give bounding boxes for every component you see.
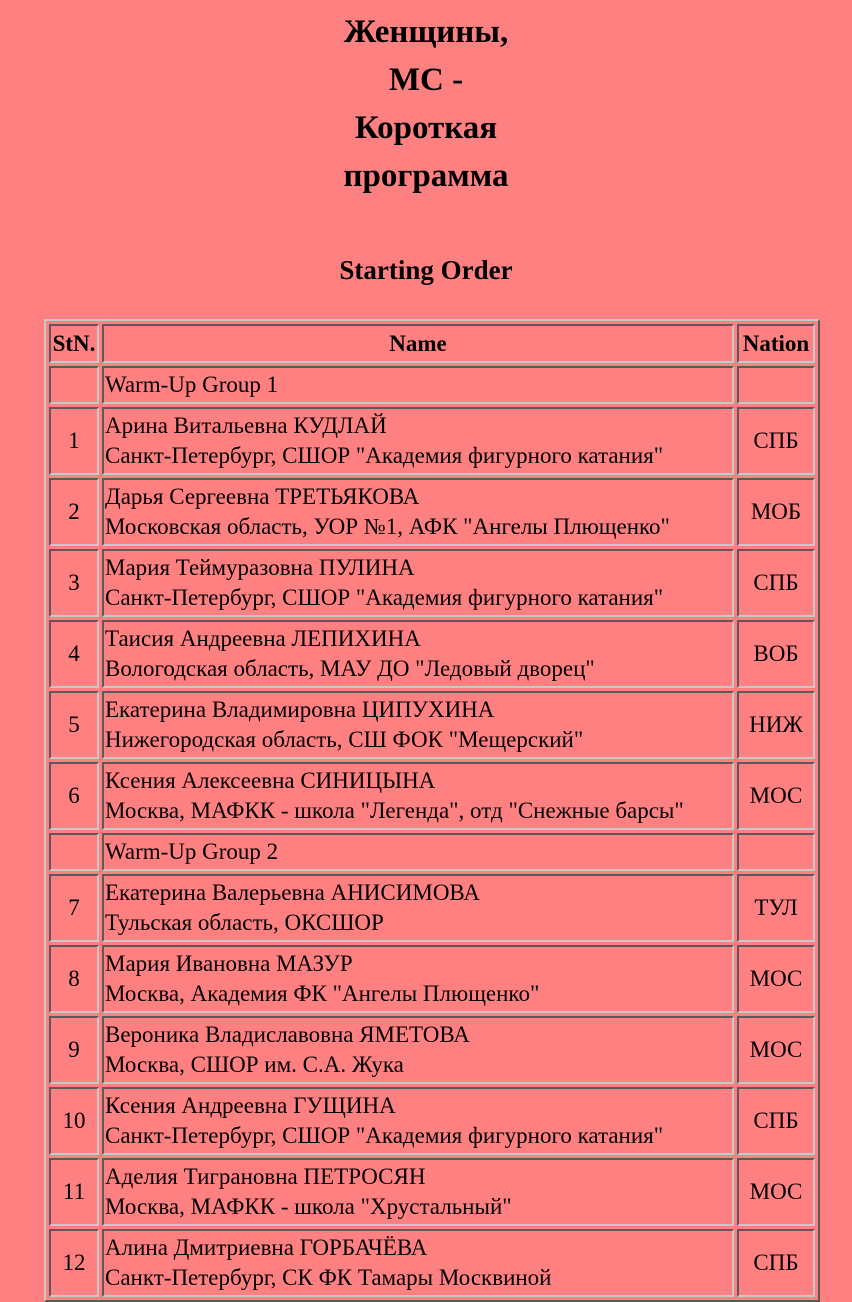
warmup-group-label: Warm-Up Group 1	[102, 366, 734, 404]
nation-code: СПБ	[737, 1229, 815, 1297]
athlete-club: Москва, МАФКК - школа "Легенда", отд "Снежные барсы"	[105, 798, 684, 823]
nation-code: МОС	[737, 1016, 815, 1084]
table-row	[49, 549, 815, 617]
athlete-name: Ксения Андреевна ГУЩИНА	[105, 1093, 396, 1118]
title-line: МС -	[388, 62, 464, 98]
column-header-name: Name	[102, 324, 734, 363]
start-number: 3	[49, 549, 99, 617]
athlete-club: Санкт-Петербург, СК ФК Тамары Москвиной	[105, 1265, 552, 1290]
athlete-name: Ксения Алексеевна СИНИЦЫНА	[105, 768, 436, 793]
nation-code: СПБ	[737, 407, 815, 475]
athlete-cell	[102, 1087, 734, 1155]
athlete-cell	[102, 691, 734, 759]
table-row	[49, 762, 815, 830]
table-row	[49, 1087, 815, 1155]
athlete-name: Мария Теймуразовна ПУЛИНА	[105, 555, 415, 580]
empty-cell	[49, 366, 99, 404]
start-number: 12	[49, 1229, 99, 1297]
athlete-cell	[102, 407, 734, 475]
table-row	[49, 691, 815, 759]
page-title	[0, 8, 852, 200]
start-number: 1	[49, 407, 99, 475]
start-number: 6	[49, 762, 99, 830]
athlete-cell	[102, 549, 734, 617]
empty-cell	[49, 833, 99, 871]
title-line: программа	[343, 158, 509, 194]
table-row	[49, 1229, 815, 1297]
start-number: 4	[49, 620, 99, 688]
athlete-club: Вологодская область, МАУ ДО "Ледовый дворец"	[105, 656, 595, 681]
table-body	[49, 366, 815, 1297]
athlete-name: Таисия Андреевна ЛЕПИХИНА	[105, 626, 421, 651]
warmup-group-label: Warm-Up Group 2	[102, 833, 734, 871]
table-row	[49, 874, 815, 942]
athlete-name: Аделия Тиграновна ПЕТРОСЯН	[105, 1164, 426, 1189]
athlete-club: Нижегородская область, СШ ФОК "Мещерский"	[105, 727, 584, 752]
start-number: 10	[49, 1087, 99, 1155]
athlete-name: Дарья Сергеевна ТРЕТЬЯКОВА	[105, 484, 420, 509]
start-number: 8	[49, 945, 99, 1013]
athlete-name: Екатерина Валерьевна АНИСИМОВА	[105, 880, 480, 905]
athlete-name: Мария Ивановна МАЗУР	[105, 951, 353, 976]
start-number: 2	[49, 478, 99, 546]
nation-code: МОС	[737, 762, 815, 830]
starting-order-table	[44, 319, 820, 1302]
title-line: Короткая	[354, 110, 498, 146]
athlete-cell	[102, 762, 734, 830]
table-row	[49, 620, 815, 688]
nation-code: МОБ	[737, 478, 815, 546]
header-row	[49, 324, 815, 363]
athlete-club: Санкт-Петербург, СШОР "Академия фигурного катания"	[105, 1123, 664, 1148]
column-header-stn: StN.	[49, 324, 99, 363]
athlete-cell	[102, 945, 734, 1013]
table-row	[49, 945, 815, 1013]
nation-code: СПБ	[737, 1087, 815, 1155]
athlete-cell	[102, 1016, 734, 1084]
athlete-club: Москва, МАФКК - школа "Хрустальный"	[105, 1194, 512, 1219]
athlete-cell	[102, 620, 734, 688]
athlete-name: Алина Дмитриевна ГОРБАЧЁВА	[105, 1235, 428, 1260]
start-number: 5	[49, 691, 99, 759]
athlete-cell	[102, 478, 734, 546]
table-row	[49, 1158, 815, 1226]
nation-code: СПБ	[737, 549, 815, 617]
nation-code: ВОБ	[737, 620, 815, 688]
athlete-club: Санкт-Петербург, СШОР "Академия фигурного катания"	[105, 443, 664, 468]
empty-cell	[737, 833, 815, 871]
column-header-nation: Nation	[737, 324, 815, 363]
empty-cell	[737, 366, 815, 404]
nation-code: МОС	[737, 945, 815, 1013]
warmup-group-row	[49, 833, 815, 871]
table-row	[49, 478, 815, 546]
athlete-club: Тульская область, ОКСШОР	[105, 910, 384, 935]
start-number: 9	[49, 1016, 99, 1084]
athlete-cell	[102, 1158, 734, 1226]
athlete-club: Московская область, УОР №1, АФК "Ангелы Плющенко"	[105, 514, 670, 539]
start-number: 7	[49, 874, 99, 942]
starting-order-heading: Starting Order	[339, 255, 513, 285]
athlete-cell	[102, 1229, 734, 1297]
nation-code: МОС	[737, 1158, 815, 1226]
nation-code: НИЖ	[737, 691, 815, 759]
athlete-cell	[102, 874, 734, 942]
table-row	[49, 1016, 815, 1084]
title-line: Женщины,	[343, 14, 509, 50]
nation-code: ТУЛ	[737, 874, 815, 942]
table-row	[49, 407, 815, 475]
athlete-name: Арина Витальевна КУДЛАЙ	[105, 413, 387, 438]
start-number: 11	[49, 1158, 99, 1226]
athlete-club: Москва, СШОР им. С.А. Жука	[105, 1052, 404, 1077]
warmup-group-row	[49, 366, 815, 404]
athlete-club: Санкт-Петербург, СШОР "Академия фигурного катания"	[105, 585, 664, 610]
athlete-club: Москва, Академия ФК "Ангелы Плющенко"	[105, 981, 540, 1006]
athlete-name: Вероника Владиславовна ЯМЕТОВА	[105, 1022, 470, 1047]
athlete-name: Екатерина Владимировна ЦИПУХИНА	[105, 697, 495, 722]
